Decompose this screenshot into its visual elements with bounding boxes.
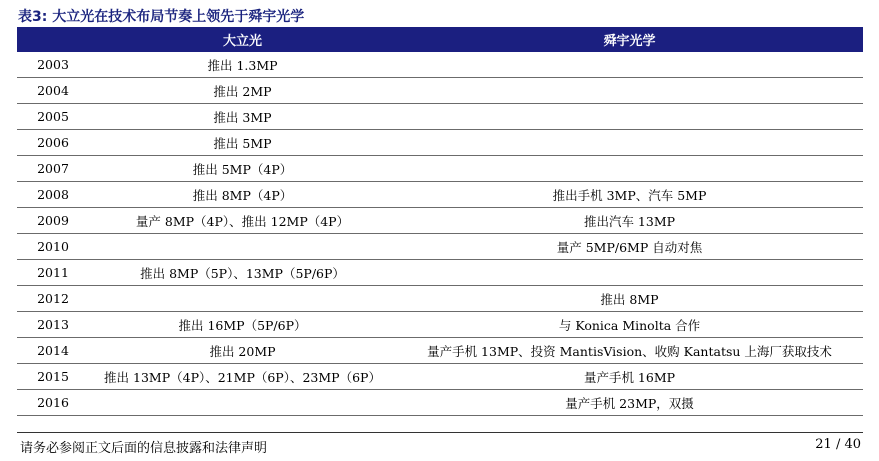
year-cell: 2015 bbox=[17, 364, 89, 390]
table-row bbox=[17, 130, 863, 156]
table-body bbox=[17, 52, 863, 416]
largan-cell bbox=[89, 390, 396, 416]
sunny-optical-cell: 与 Konica Minolta 合作 bbox=[396, 312, 863, 338]
sunny-optical-cell: 推出 8MP bbox=[396, 286, 863, 312]
table-row bbox=[17, 390, 863, 416]
largan-cell: 推出 13MP（4P）、21MP（6P）、23MP（6P） bbox=[89, 364, 396, 390]
footer-disclaimer: 请务必参阅正文后面的信息披露和法律声明 bbox=[20, 441, 268, 456]
largan-cell: 推出 1.3MP bbox=[89, 52, 396, 78]
sunny-optical-cell bbox=[396, 104, 863, 130]
table-row bbox=[17, 208, 863, 234]
sunny-optical-cell bbox=[396, 52, 863, 78]
table-row bbox=[17, 260, 863, 286]
largan-cell: 推出 8MP（4P） bbox=[89, 182, 396, 208]
table-row bbox=[17, 364, 863, 390]
largan-cell bbox=[89, 286, 396, 312]
table-row bbox=[17, 52, 863, 78]
table-row bbox=[17, 182, 863, 208]
year-cell: 2007 bbox=[17, 156, 89, 182]
table-header-row bbox=[17, 27, 863, 52]
table-title: 表3: 大立光在技术布局节奏上领先于舜宇光学 bbox=[18, 9, 305, 25]
sunny-optical-cell: 量产手机 16MP bbox=[396, 364, 863, 390]
largan-cell: 推出 8MP（5P）、13MP（5P/6P） bbox=[89, 260, 396, 286]
sunny-optical-cell: 量产手机 13MP、投资 MantisVision、收购 Kantatsu 上海厂获取技术 bbox=[396, 338, 863, 364]
year-cell: 2004 bbox=[17, 78, 89, 104]
year-cell: 2012 bbox=[17, 286, 89, 312]
year-cell: 2014 bbox=[17, 338, 89, 364]
table-row bbox=[17, 312, 863, 338]
sunny-optical-cell: 推出汽车 13MP bbox=[396, 208, 863, 234]
sunny-optical-cell bbox=[396, 156, 863, 182]
sunny-optical-cell bbox=[396, 78, 863, 104]
largan-cell: 推出 3MP bbox=[89, 104, 396, 130]
table-row bbox=[17, 286, 863, 312]
largan-cell: 推出 5MP（4P） bbox=[89, 156, 396, 182]
year-cell: 2011 bbox=[17, 260, 89, 286]
year-cell: 2010 bbox=[17, 234, 89, 260]
largan-cell: 推出 20MP bbox=[89, 338, 396, 364]
year-cell: 2006 bbox=[17, 130, 89, 156]
table-row bbox=[17, 338, 863, 364]
year-cell: 2016 bbox=[17, 390, 89, 416]
sunny-optical-cell: 量产 5MP/6MP 自动对焦 bbox=[396, 234, 863, 260]
header-sunny-optical: 舜宇光学 bbox=[396, 27, 863, 52]
comparison-table bbox=[17, 27, 863, 416]
year-cell: 2008 bbox=[17, 182, 89, 208]
year-cell: 2005 bbox=[17, 104, 89, 130]
table-row bbox=[17, 156, 863, 182]
sunny-optical-cell: 量产手机 23MP，双摄 bbox=[396, 390, 863, 416]
sunny-optical-cell: 推出手机 3MP、汽车 5MP bbox=[396, 182, 863, 208]
sunny-optical-cell bbox=[396, 260, 863, 286]
header-year bbox=[17, 27, 89, 52]
footer-divider bbox=[17, 432, 863, 433]
largan-cell bbox=[89, 234, 396, 260]
year-cell: 2003 bbox=[17, 52, 89, 78]
table-row bbox=[17, 234, 863, 260]
year-cell: 2013 bbox=[17, 312, 89, 338]
sunny-optical-cell bbox=[396, 130, 863, 156]
largan-cell: 量产 8MP（4P）、推出 12MP（4P） bbox=[89, 208, 396, 234]
page-number: 21 / 40 bbox=[815, 437, 861, 452]
table-row bbox=[17, 104, 863, 130]
largan-cell: 推出 16MP（5P/6P） bbox=[89, 312, 396, 338]
year-cell: 2009 bbox=[17, 208, 89, 234]
table-row bbox=[17, 78, 863, 104]
largan-cell: 推出 2MP bbox=[89, 78, 396, 104]
largan-cell: 推出 5MP bbox=[89, 130, 396, 156]
header-largan: 大立光 bbox=[89, 27, 396, 52]
